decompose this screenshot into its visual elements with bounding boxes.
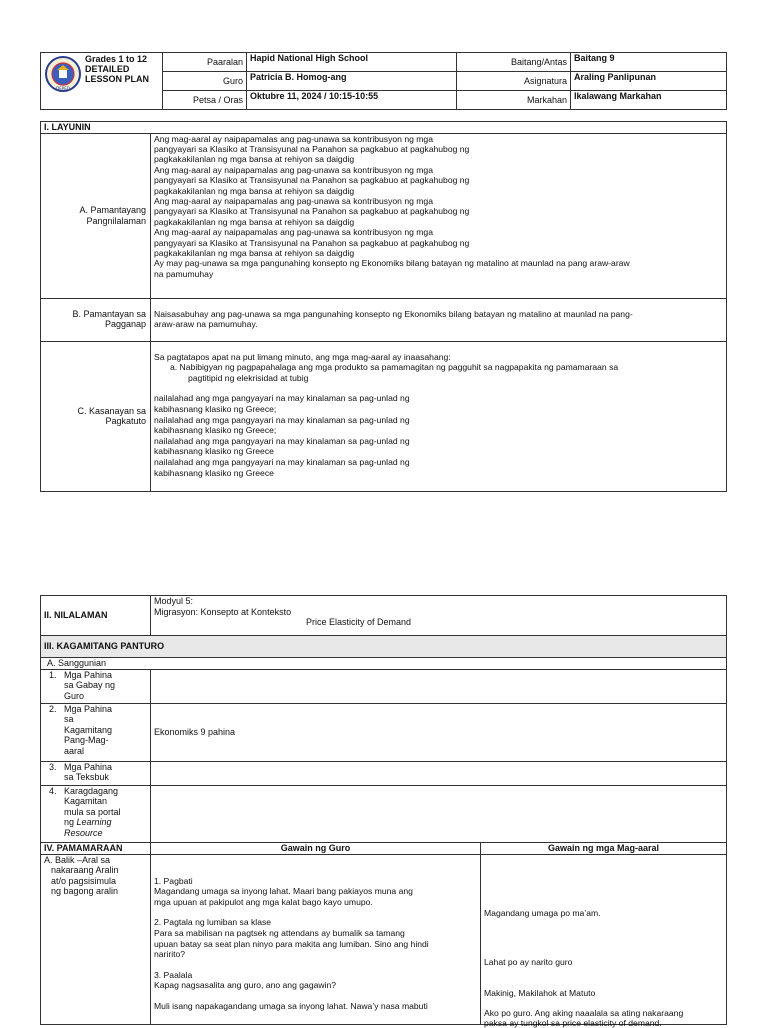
- kasanayan-pagkatuto-content: [151, 341, 727, 491]
- item-line: sa Gabay ng: [64, 680, 116, 691]
- content-line: Ay may pag-unawa sa mga pangunahing konsepto ng Ekonomiks bilang batayan ng matalino at maunlad na pang araw-araw: [154, 258, 630, 269]
- content-line: na pamumuhay: [154, 268, 214, 279]
- content-line: Ang mag-aaral ay naipapamalas ang pag-unawa sa kontribusyon ng mga: [154, 133, 433, 144]
- label-school: Paaralan: [163, 53, 247, 72]
- doc-title-line: Grades 1 to 12: [85, 54, 148, 64]
- value-quarter: Ikalawang Markahan: [571, 91, 727, 110]
- deped-seal-icon: [44, 55, 82, 93]
- item-line: Mga Pahina: [64, 703, 113, 714]
- content-line: pagkakakilanlan ng mga bansa at rehiyon sa daigdig: [154, 248, 355, 259]
- activity-line: upuan batay sa seat plan ninyo para makita ang lumiban. Sino ang hindi: [154, 938, 429, 949]
- content-line: pagkakakilanlan ng mga bansa at rehiyon sa daigdig: [154, 216, 355, 227]
- sanggunian-label: A. Sanggunian: [41, 658, 727, 670]
- pamantayang-pangnilalaman-content: [151, 133, 727, 298]
- content-line: nailalahad ang mga pangyayari na may kinalaman sa pag-unlad ng: [154, 456, 410, 467]
- item-line: Kagamitang: [64, 724, 113, 735]
- content-line: Ang mag-aaral ay naipapamalas ang pag-unawa sa kontribusyon ng mga: [154, 227, 433, 238]
- label-quarter: Markahan: [457, 91, 571, 110]
- doc-title: [85, 54, 149, 84]
- content-line: pangyayari sa Klasiko at Transisyunal na Panahon sa pagkabuo at pagkahubog ng: [154, 175, 470, 186]
- item-number: 3.: [49, 761, 57, 772]
- value-date: Oktubre 11, 2024 / 10:15-10:55: [247, 91, 457, 110]
- label-teacher: Guro: [163, 72, 247, 91]
- pamantayang-pangnilalaman-label: A. Pamantayang Pangnilalaman: [41, 133, 151, 298]
- content-line: kabihasnang klasiko ng Greece;: [154, 403, 277, 414]
- label-grade: Baitang/Antas: [457, 53, 571, 72]
- pamantayan-pagganap-content: [151, 298, 727, 341]
- content-line: nailalahad ang mga pangyayari na may kinalaman sa pag-unlad ng: [154, 435, 410, 446]
- response-line: Magandang umaga po ma’am.: [484, 907, 601, 918]
- response-line: Makinig, Makilahok at Matuto: [484, 987, 596, 998]
- activity-line: mga upuan at pakipulot ang mga kalat bago kayo umupo.: [154, 896, 373, 907]
- item-line: sa: [64, 714, 74, 725]
- label-date: Petsa / Oras: [163, 91, 247, 110]
- nilalaman-content: [151, 596, 727, 636]
- sanggunian-item-3: [41, 761, 151, 785]
- header-table: [40, 52, 727, 110]
- item-line: Mga Pahina: [64, 761, 113, 772]
- header-logo-cell: [41, 53, 163, 110]
- content-line: kabihasnang klasiko ng Greece: [154, 446, 274, 457]
- content-line: nailalahad ang mga pangyayari na may kinalaman sa pag-unlad ng: [154, 393, 410, 404]
- item-line: sa Teksbuk: [64, 772, 109, 783]
- sanggunian-value-4: [151, 785, 727, 842]
- response-line: paksa ay tungkol sa price elasticity of demand.: [484, 1017, 662, 1028]
- pamamaraan-title: IV. PAMAMARAAN: [41, 842, 151, 854]
- col-students-header: Gawain ng mga Mag-aaral: [481, 842, 727, 854]
- item-line: Kagamitan: [64, 796, 108, 807]
- content-line: araw-araw na pamumuhay.: [154, 319, 258, 330]
- item-italic: Learning: [76, 817, 112, 828]
- sanggunian-item-4: [41, 785, 151, 842]
- activity-line: naririto?: [154, 949, 186, 960]
- value-subject: Araling Panlipunan: [571, 72, 727, 91]
- content-line: Ang mag-aaral ay naipapamalas ang pag-unawa sa kontribusyon ng mga: [154, 196, 433, 207]
- response-line: Lahat po ay narito guro: [484, 956, 573, 967]
- response-line: Ako po guro. Ang aking naaalala sa ating nakaraang: [484, 1007, 684, 1018]
- main-table: [40, 595, 727, 1028]
- subtopic-label: Price Elasticity of Demand: [305, 617, 412, 628]
- nilalaman-title: II. NILALAMAN: [41, 596, 151, 636]
- content-line: pangyayari sa Klasiko at Transisyunal na Panahon sa pagkabuo at pagkahubog ng: [154, 237, 470, 248]
- layunin-table: [40, 121, 727, 492]
- label-subject: Asignatura: [457, 72, 571, 91]
- content-line: Naisasabuhay ang pag-unawa sa mga pangunahing konsepto ng Ekonomiks bilang batayan ng matalino at maunlad na pang-: [154, 308, 633, 319]
- content-line: pagkakakilanlan ng mga bansa at rehiyon sa daigdig: [154, 185, 355, 196]
- col-teacher-header: Gawain ng Guro: [151, 842, 481, 854]
- item-line: Pang-Mag-: [64, 735, 109, 746]
- item-line: mula sa portal: [64, 806, 121, 817]
- content-line: kabihasnang klasiko ng Greece;: [154, 425, 277, 436]
- item-line: Karagdagang: [64, 785, 119, 796]
- content-line: pangyayari sa Klasiko at Transisyunal na Panahon sa pagkabuo at pagkahubog ng: [154, 144, 470, 154]
- sanggunian-item-2: [41, 703, 151, 761]
- value-school: Hapid National High School: [247, 53, 457, 72]
- sanggunian-value-2: Ekonomiks 9 pahina: [151, 703, 727, 761]
- content-line: kabihasnang klasiko ng Greece: [154, 467, 274, 478]
- label-line: nakaraang Aralin: [51, 865, 119, 876]
- kasanayan-pagkatuto-label: C. Kasanayan sa Pagkatuto: [41, 341, 151, 491]
- sanggunian-value-1: [151, 669, 727, 703]
- seal-text: DEPED: [56, 86, 70, 91]
- doc-title-line: LESSON PLAN: [85, 74, 150, 84]
- sanggunian-value-3: [151, 761, 727, 785]
- label-line: A. Balik –Aral sa: [44, 854, 111, 865]
- doc-title-line: DETAILED: [85, 64, 130, 74]
- activity-line: 1. Pagbati: [154, 875, 193, 886]
- teacher-activities: [151, 854, 481, 1024]
- topic-label: Migrasyon: Konsepto at Konteksto: [154, 606, 292, 617]
- value-teacher: Patricia B. Homog-ang: [247, 72, 457, 91]
- sanggunian-item-1: [41, 669, 151, 703]
- modyul-label: Modyul 5:: [154, 596, 194, 606]
- item-number: 2.: [49, 703, 57, 714]
- item-italic: Resource: [64, 827, 103, 838]
- activity-line: 3. Paalala: [154, 969, 193, 980]
- item-line: Guro: [64, 690, 85, 701]
- content-line: pangyayari sa Klasiko at Transisyunal na Panahon sa pagkabuo at pagkahubog ng: [154, 206, 470, 217]
- label-line: ng bagong aralin: [51, 886, 119, 897]
- content-line: pagtitipid ng elekrisidad at tubig: [188, 372, 309, 383]
- activity-line: Kapag nagsasalita ang guro, ano ang gagawin?: [154, 980, 337, 991]
- pamantayan-pagganap-label: B. Pamantayan sa Pagganap: [41, 298, 151, 341]
- activity-line: 2. Pagtala ng lumiban sa klase: [154, 917, 272, 928]
- value-grade: Baitang 9: [571, 53, 727, 72]
- item-number: 4.: [49, 785, 57, 796]
- item-line: ng: [64, 817, 75, 828]
- activity-line: Para sa mabilisan na pagtsek ng attendans ay bumalik sa tamang: [154, 927, 405, 938]
- activity-line: Magandang umaga sa inyong lahat. Maari bang pakiayos muna ang: [154, 886, 413, 897]
- balik-aral-label: [41, 854, 151, 1024]
- content-line: Sa pagtatapos apat na put limang minuto, ang mga mag-aaral ay inaasahang:: [154, 351, 451, 362]
- content-line: pagkakakilanlan ng mga bansa at rehiyon sa daigdig: [154, 154, 355, 165]
- content-line: Ang mag-aaral ay naipapamalas ang pag-unawa sa kontribusyon ng mga: [154, 164, 433, 175]
- activity-line: Muli isang napakagandang umaga sa inyong lahat. Nawa’y nasa mabuti: [154, 1000, 428, 1011]
- content-line: nailalahad ang mga pangyayari na may kinalaman sa pag-unlad ng: [154, 414, 410, 425]
- content-line: a. Nabibigyan ng pagpapahalaga ang mga produkto sa pamamagitan ng pagguhit sa nagpapakita ng pamamaraan sa: [170, 362, 619, 373]
- kagamitan-title: III. KAGAMITANG PANTURO: [41, 636, 727, 658]
- item-line: aaral: [64, 745, 85, 756]
- label-line: at/o pagsisimula: [51, 875, 117, 886]
- item-line: Mga Pahina: [64, 669, 113, 680]
- layunin-title: I. LAYUNIN: [41, 122, 727, 134]
- student-activities: [481, 854, 727, 1028]
- item-number: 1.: [49, 669, 57, 680]
